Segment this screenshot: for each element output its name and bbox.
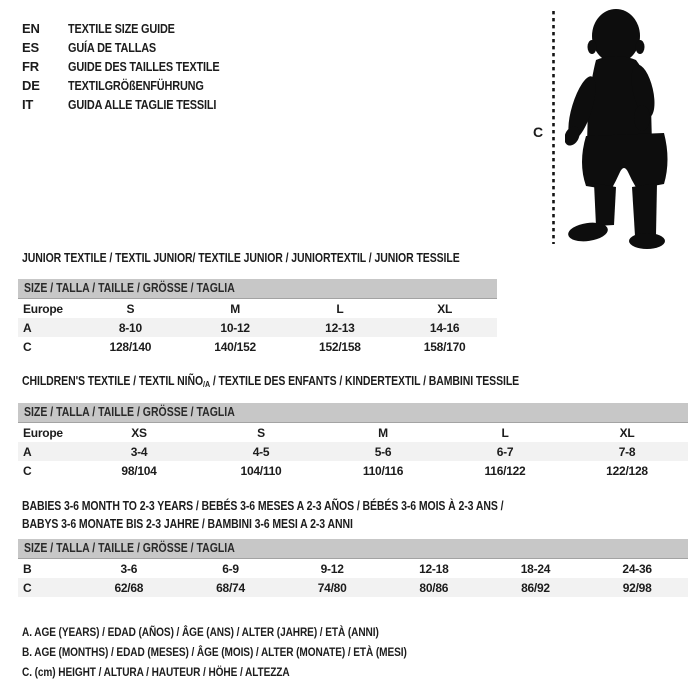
language-row-fr	[22, 57, 248, 76]
table-row-height	[18, 337, 497, 356]
children-size-table	[18, 403, 688, 480]
height-cell: 158/170	[423, 339, 466, 354]
language-title: TEXTILE SIZE GUIDE	[68, 21, 175, 36]
section-title-children	[22, 374, 519, 389]
language-code: DE	[22, 78, 40, 93]
language-code: FR	[22, 59, 39, 74]
language-title: TEXTILGRÖßENFÜHRUNG	[68, 78, 204, 93]
age-cell: 8-10	[118, 320, 142, 335]
age-cell: 7-8	[618, 444, 636, 459]
age-cell: 3-4	[130, 444, 148, 459]
height-cell: 92/98	[622, 580, 652, 595]
language-row-en	[22, 19, 248, 38]
row-label: Europe	[23, 425, 63, 440]
size-header-bar	[18, 539, 688, 559]
row-label: B	[23, 561, 32, 576]
legend-line-b: B. AGE (MONTHS) / EDAD (MESES) / ÂGE (MOIS) / ALTER (MONATE) / ETÀ (MESI)	[22, 645, 407, 659]
row-label: C	[23, 580, 32, 595]
months-cell: 18-24	[520, 561, 551, 576]
table-row-europe	[18, 299, 497, 318]
language-code: EN	[22, 21, 40, 36]
months-cell: 3-6	[120, 561, 138, 576]
height-measure-dashed-line	[551, 11, 556, 244]
row-label: C	[23, 463, 32, 478]
children-title-prefix: CHILDREN'S TEXTILE / TEXTIL NIÑO	[22, 374, 204, 388]
children-title-suffix: / TEXTILE DES ENFANTS / KINDERTEXTIL / BAMBINI TESSILE	[210, 374, 520, 388]
height-cell: 128/140	[109, 339, 152, 354]
babies-title-line1: BABIES 3-6 MONTH TO 2-3 YEARS / BEBÉS 3-6 MESES A 2-3 AÑOS / BÉBÉS 3-6 MOIS À 2-3 ANS /	[22, 499, 504, 513]
months-cell: 12-18	[419, 561, 449, 576]
height-cell: 122/128	[606, 463, 648, 478]
size-cell: XL	[437, 301, 453, 316]
language-row-es	[22, 38, 248, 57]
babies-table	[18, 559, 688, 597]
size-header-text: SIZE / TALLA / TAILLE / GRÖSSE / TAGLIA	[24, 405, 235, 419]
table-row-months	[18, 559, 688, 578]
table-row-height	[18, 578, 688, 597]
row-label: A	[23, 444, 32, 459]
row-label: Europe	[23, 301, 63, 316]
language-title-list	[22, 19, 248, 114]
height-measure-label: C	[533, 124, 544, 140]
height-cell: 116/122	[484, 463, 526, 478]
size-cell: L	[336, 301, 344, 316]
age-cell: 14-16	[429, 320, 460, 335]
age-cell: 12-13	[325, 320, 355, 335]
section-title-babies	[22, 497, 595, 533]
junior-table	[18, 299, 497, 356]
child-silhouette-shape	[565, 9, 668, 249]
legend-line-a: A. AGE (YEARS) / EDAD (AÑOS) / ÂGE (ANS) / ALTER (JAHRE) / ETÀ (ANNI)	[22, 625, 379, 639]
height-cell: 98/104	[121, 463, 157, 478]
age-cell: 6-7	[496, 444, 514, 459]
row-label: A	[23, 320, 32, 335]
size-header-bar	[18, 403, 688, 423]
height-cell: 104/110	[240, 463, 282, 478]
child-silhouette	[565, 5, 700, 250]
months-cell: 9-12	[320, 561, 344, 576]
junior-size-table	[18, 279, 497, 356]
size-cell: XL	[619, 425, 635, 440]
babies-title-line2: BABYS 3-6 MONATE BIS 2-3 JAHRE / BAMBINI 3-6 MESI A 2-3 ANNI	[22, 517, 353, 531]
size-header-bar	[18, 279, 497, 299]
legend-line-c: C. (cm) HEIGHT / ALTURA / HAUTEUR / HÖHE / ALTEZZA	[22, 665, 290, 679]
age-cell: 4-5	[252, 444, 270, 459]
children-title-subscript: /A	[203, 379, 211, 389]
months-cell: 6-9	[222, 561, 239, 576]
table-row-europe	[18, 423, 688, 442]
size-header-text: SIZE / TALLA / TAILLE / GRÖSSE / TAGLIA	[24, 541, 235, 555]
table-row-height	[18, 461, 688, 480]
row-label: C	[23, 339, 32, 354]
height-cell: 140/152	[214, 339, 256, 354]
size-cell: M	[378, 425, 388, 440]
height-cell: 74/80	[317, 580, 347, 595]
size-cell: XS	[131, 425, 147, 440]
language-title: GUIDA ALLE TAGLIE TESSILI	[68, 97, 217, 112]
language-title: GUÍA DE TALLAS	[68, 40, 157, 55]
months-cell: 24-36	[622, 561, 652, 576]
age-cell: 10-12	[220, 320, 250, 335]
language-row-it	[22, 95, 248, 114]
language-row-de	[22, 76, 248, 95]
babies-size-table	[18, 539, 688, 597]
height-cell: 80/86	[419, 580, 449, 595]
section-title-junior: JUNIOR TEXTILE / TEXTIL JUNIOR/ TEXTILE JUNIOR / JUNIORTEXTIL / JUNIOR TESSILE	[22, 251, 460, 265]
height-cell: 110/116	[362, 463, 404, 478]
size-cell: L	[501, 425, 509, 440]
language-title: GUIDE DES TAILLES TEXTILE	[68, 59, 220, 74]
height-cell: 152/158	[319, 339, 361, 354]
height-cell: 62/68	[114, 580, 144, 595]
age-cell: 5-6	[374, 444, 392, 459]
size-cell: S	[257, 425, 265, 440]
size-cell: S	[126, 301, 135, 316]
measure-legend	[22, 622, 700, 682]
table-row-age	[18, 442, 688, 461]
table-row-age	[18, 318, 497, 337]
size-cell: M	[230, 301, 240, 316]
language-code: IT	[22, 97, 34, 112]
size-header-text: SIZE / TALLA / TAILLE / GRÖSSE / TAGLIA	[24, 281, 235, 295]
height-cell: 86/92	[521, 580, 550, 595]
height-cell: 68/74	[216, 580, 245, 595]
children-table	[18, 423, 688, 480]
language-code: ES	[22, 40, 39, 55]
